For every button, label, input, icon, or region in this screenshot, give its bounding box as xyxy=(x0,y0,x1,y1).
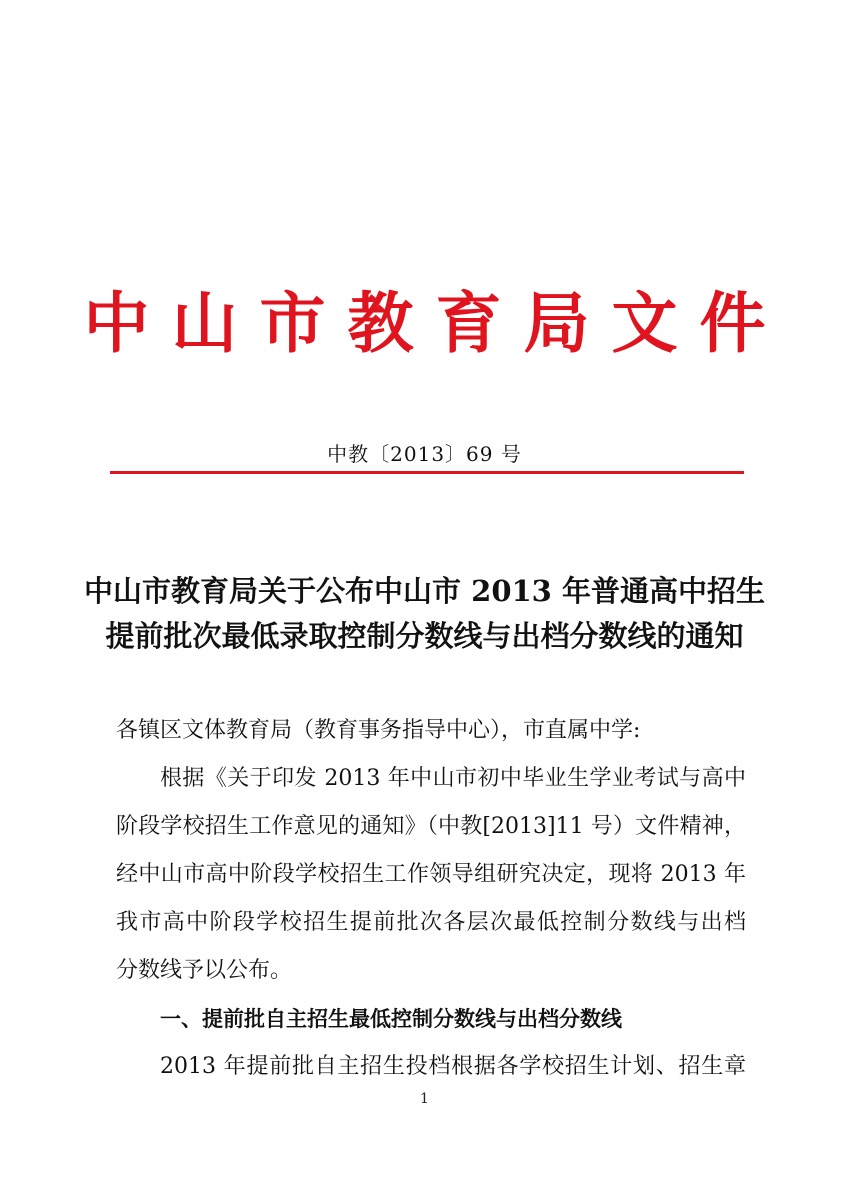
paragraph-2-line-1: 2013 年提前批自主招生投档根据各学校招生计划、招生章 xyxy=(160,1054,746,1079)
notice-body xyxy=(116,707,746,1091)
paragraph-1-line-2: 阶段学校招生工作意见的通知》（中教[2013]11 号）文件精神， xyxy=(116,814,746,839)
page-number: 1 xyxy=(420,1091,429,1107)
salutation: 各镇区文体教育局（教育事务指导中心），市直属中学: xyxy=(116,718,641,743)
paragraph-1-line-4: 我市高中阶段学校招生提前批次各层次最低控制分数线与出档 xyxy=(116,910,746,935)
paragraph-1-line-5: 分数线予以公布。 xyxy=(116,958,293,983)
paragraph-1-line-1: 根据《关于印发 2013 年中山市初中毕业生学业考试与高中 xyxy=(160,766,746,791)
red-divider-line xyxy=(110,471,744,474)
notice-title xyxy=(60,569,789,659)
document-number: 中教〔2013〕69 号 xyxy=(327,442,522,466)
section-1-heading: 一、提前批自主招生最低控制分数线与出档分数线 xyxy=(160,1007,622,1031)
notice-title-line-2: 提前批次最低录取控制分数线与出档分数线的通知 xyxy=(105,619,744,653)
issuing-authority-header: 中山市教育局文件 xyxy=(83,284,788,362)
notice-title-line-1: 中山市教育局关于公布中山市 2013 年普通高中招生 xyxy=(84,574,765,608)
paragraph-1-line-3: 经中山市高中阶段学校招生工作领导组研究决定，现将 2013 年 xyxy=(116,862,746,887)
